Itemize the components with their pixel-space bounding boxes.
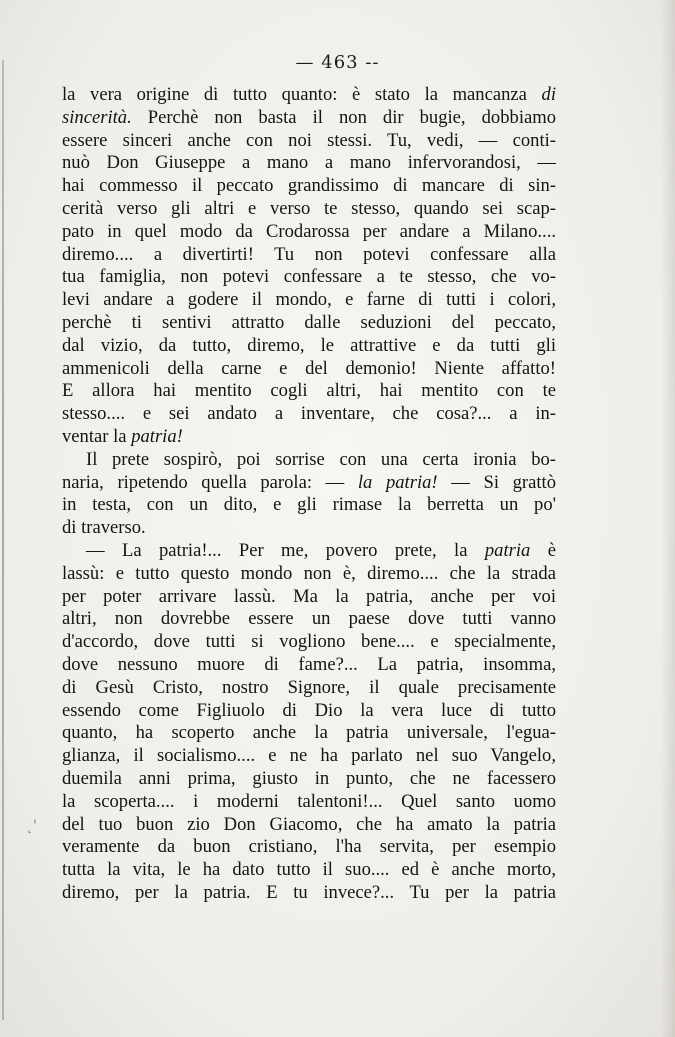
text-segment: Il prete sospirò, poi sorrise con una certa ironia bo- — [86, 448, 556, 470]
italic-text: di — [541, 84, 556, 105]
text-line — [62, 198, 556, 221]
page-edge-shadow — [2, 60, 4, 1020]
text-segment: per poter arrivare lassù. Ma la patria, anche per voi — [62, 585, 556, 607]
text-line — [62, 563, 556, 586]
text-segment: lassù: e tutto questo mondo non è, diremo.... che la strada — [62, 562, 556, 584]
margin-mark: ˛' — [26, 818, 37, 834]
text-line — [62, 152, 556, 175]
text-line — [62, 449, 556, 472]
text-line — [62, 358, 556, 381]
text-line — [62, 472, 556, 495]
page-edge-fade — [661, 0, 675, 1037]
text-segment: essendo come Figliuolo di Dio la vera luce di tutto — [62, 699, 556, 721]
text-line — [62, 312, 556, 335]
text-segment: d'accordo, dove tutti si vogliono bene.... e specialmente, — [62, 631, 556, 653]
text-line — [62, 380, 556, 403]
text-segment: la scoperta.... i moderni talentoni!... Quel santo uomo — [62, 790, 556, 812]
text-segment: stesso.... e sei andato a inventare, che cosa?... a in- — [62, 403, 556, 425]
text-line — [62, 540, 556, 563]
text-segment: glianza, il socialismo.... e ne ha parlato nel suo Vangelo, — [62, 745, 556, 767]
text-segment: in testa, con un dito, e gli rimase la berretta un po' — [62, 494, 556, 516]
text-line — [62, 517, 556, 540]
text-line — [62, 289, 556, 312]
text-line — [62, 700, 556, 723]
text-segment: essere sinceri anche con noi stessi. Tu, vedi, — conti- — [62, 129, 556, 151]
text-segment: hai commesso il peccato grandissimo di mancare di sin- — [62, 175, 556, 197]
text-segment: cerità verso gli altri e verso te stesso, quando sei scap- — [62, 197, 556, 219]
text-segment: nuò Don Giuseppe a mano a mano infervorandosi, — — [62, 152, 556, 174]
text-segment: ammenicoli della carne e del demonio! Niente affatto! — [62, 357, 556, 379]
text-line — [62, 608, 556, 631]
italic-text: patria! — [131, 425, 183, 447]
text-segment: E allora hai mentito cogli altri, hai mentito con te — [62, 380, 556, 402]
text-segment: ventar la — [62, 425, 132, 447]
text-segment: pato in quel modo da Crodarossa per andare a Milano.... — [62, 220, 556, 242]
text-segment: diremo.... a divertirti! Tu non potevi confessare alla — [62, 243, 556, 265]
text-line — [62, 768, 556, 791]
text-segment: dove nessuno muore di fame?... La patria, insomma, — [62, 653, 556, 675]
text-segment: naria, ripetendo quella parola: — — [62, 471, 358, 493]
text-segment: altri, non dovrebbe essere un paese dove tutti vanno — [62, 608, 556, 630]
text-segment: tua famiglia, non potevi confessare a te stesso, che vo- — [62, 266, 556, 288]
text-segment: — Si grattò — [437, 471, 556, 493]
text-segment: veramente da buon cristiano, l'ha servita, per esempio — [62, 836, 556, 858]
text-line — [62, 130, 556, 153]
text-line — [62, 403, 556, 426]
text-line — [62, 631, 556, 654]
text-line — [62, 722, 556, 745]
text-segment: tutta la vita, le ha dato tutto il suo.... ed è anche morto, — [62, 859, 556, 881]
text-segment: levi andare a godere il mondo, e farne di tutti i colori, — [62, 289, 556, 311]
text-segment: Perchè non basta il non dir bugie, dobbiamo — [131, 106, 556, 128]
text-line — [62, 494, 556, 517]
italic-text: la patria! — [357, 471, 438, 493]
text-line — [62, 221, 556, 244]
italic-text: patria — [484, 539, 531, 561]
text-line — [62, 654, 556, 677]
text-line — [62, 677, 556, 700]
italic-text: sincerità. — [62, 106, 132, 128]
text-segment: è — [530, 539, 556, 561]
text-line — [62, 244, 556, 267]
text-segment: di traverso. — [62, 517, 146, 539]
text-line — [62, 107, 556, 130]
page-number: — 463 -- — [295, 52, 380, 73]
text-segment: duemila anni prima, giusto in punto, che ne facessero — [62, 767, 556, 789]
text-line — [62, 882, 556, 905]
text-segment: perchè ti sentivi attratto dalle seduzioni del peccato, — [62, 311, 556, 333]
text-segment: — La patria!... Per me, povero prete, la — [86, 539, 485, 561]
text-line — [62, 335, 556, 358]
text-segment: di Gesù Cristo, nostro Signore, il quale precisamente — [62, 676, 556, 698]
text-segment: la vera origine di tutto quanto: è stato la mancanza — [62, 84, 542, 105]
text-line — [62, 586, 556, 609]
text-line — [62, 814, 556, 837]
text-line — [62, 175, 556, 198]
text-line — [62, 266, 556, 289]
text-segment: dal vizio, da tutto, diremo, le attrattive e da tutti gli — [62, 334, 556, 356]
text-line — [62, 745, 556, 768]
text-line — [62, 84, 556, 107]
text-line — [62, 859, 556, 882]
body-text — [62, 84, 556, 905]
text-segment: diremo, per la patria. E tu invece?... Tu per la patria — [62, 881, 556, 903]
text-segment: del tuo buon zio Don Giacomo, che ha amato la patria — [62, 813, 556, 835]
text-line — [62, 791, 556, 814]
text-segment: quanto, ha scoperto anche la patria universale, l'egua- — [62, 722, 556, 744]
text-line — [62, 836, 556, 859]
text-line — [62, 426, 556, 449]
